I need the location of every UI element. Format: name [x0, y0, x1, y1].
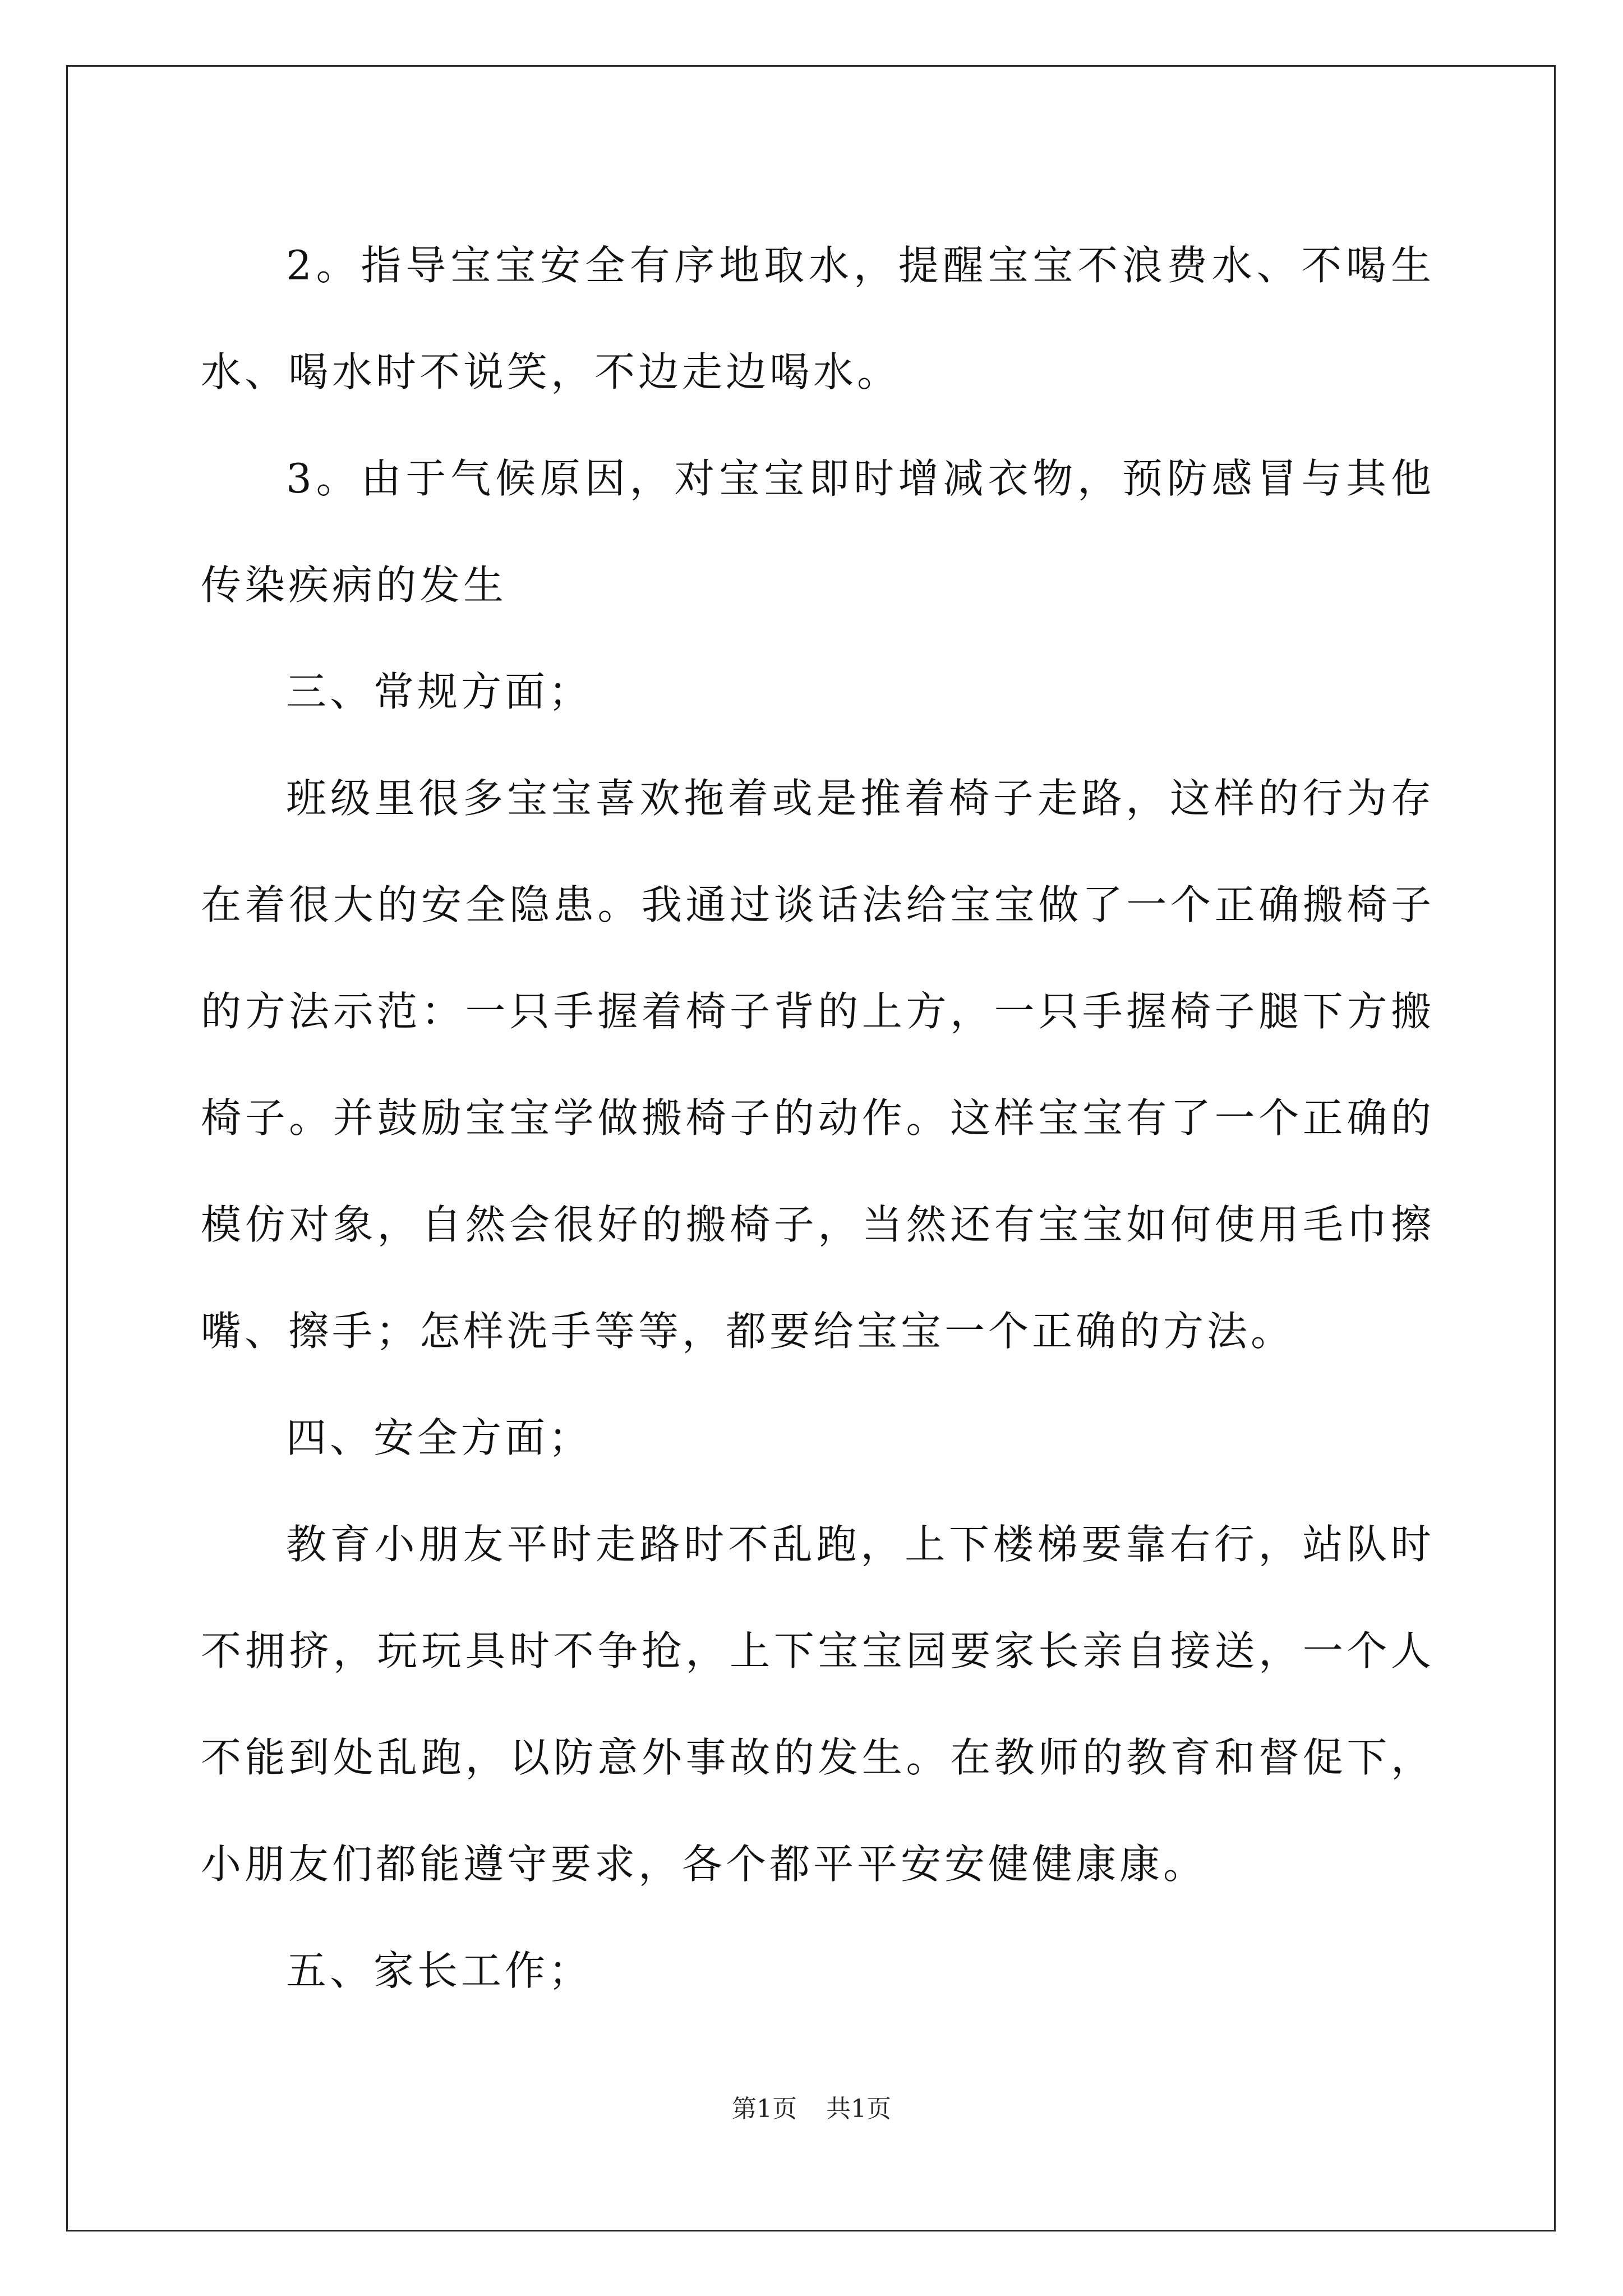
- paragraph-item-3: 3。由于气候原因，对宝宝即时增减衣物，预防感冒与其他传染疾病的发生: [201, 455, 1435, 609]
- page-number-current: 第1页: [732, 2095, 797, 2123]
- page-footer: [0, 2092, 1623, 2126]
- document-body: [201, 212, 1435, 2024]
- section-heading-parents: 五、家长工作；: [286, 1947, 593, 1994]
- section-heading-routine: 三、常规方面；: [286, 668, 593, 715]
- paragraph-item-2: 2。指导宝宝安全有序地取水，提醒宝宝不浪费水、不喝生水、喝水时不说笑，不边走边喝水。: [201, 242, 1435, 395]
- section-heading-safety: 四、安全方面；: [286, 1414, 593, 1461]
- paragraph-routine: 班级里很多宝宝喜欢拖着或是推着椅子走路，这样的行为存在着很大的安全隐患。我通过谈话法给宝宝做了一个正确搬椅子的方法示范：一只手握着椅子背的上方，一只手握椅子腿下方搬椅子。并鼓励宝宝学做搬椅子的动作。这样宝宝有了一个正确的模仿对象，自然会很好的搬椅子，当然还有宝宝如何使用毛巾擦嘴、擦手；怎样洗手等等，都要给宝宝一个正确的方法。: [201, 775, 1435, 1355]
- page-number-total: 共1页: [826, 2095, 891, 2123]
- paragraph-safety: 教育小朋友平时走路时不乱跑，上下楼梯要靠右行，站队时不拥挤，玩玩具时不争抢，上下宝宝园要家长亲自接送，一个人不能到处乱跑，以防意外事故的发生。在教师的教育和督促下，小朋友们都能遵守要求，各个都平平安安健健康康。: [201, 1521, 1435, 1888]
